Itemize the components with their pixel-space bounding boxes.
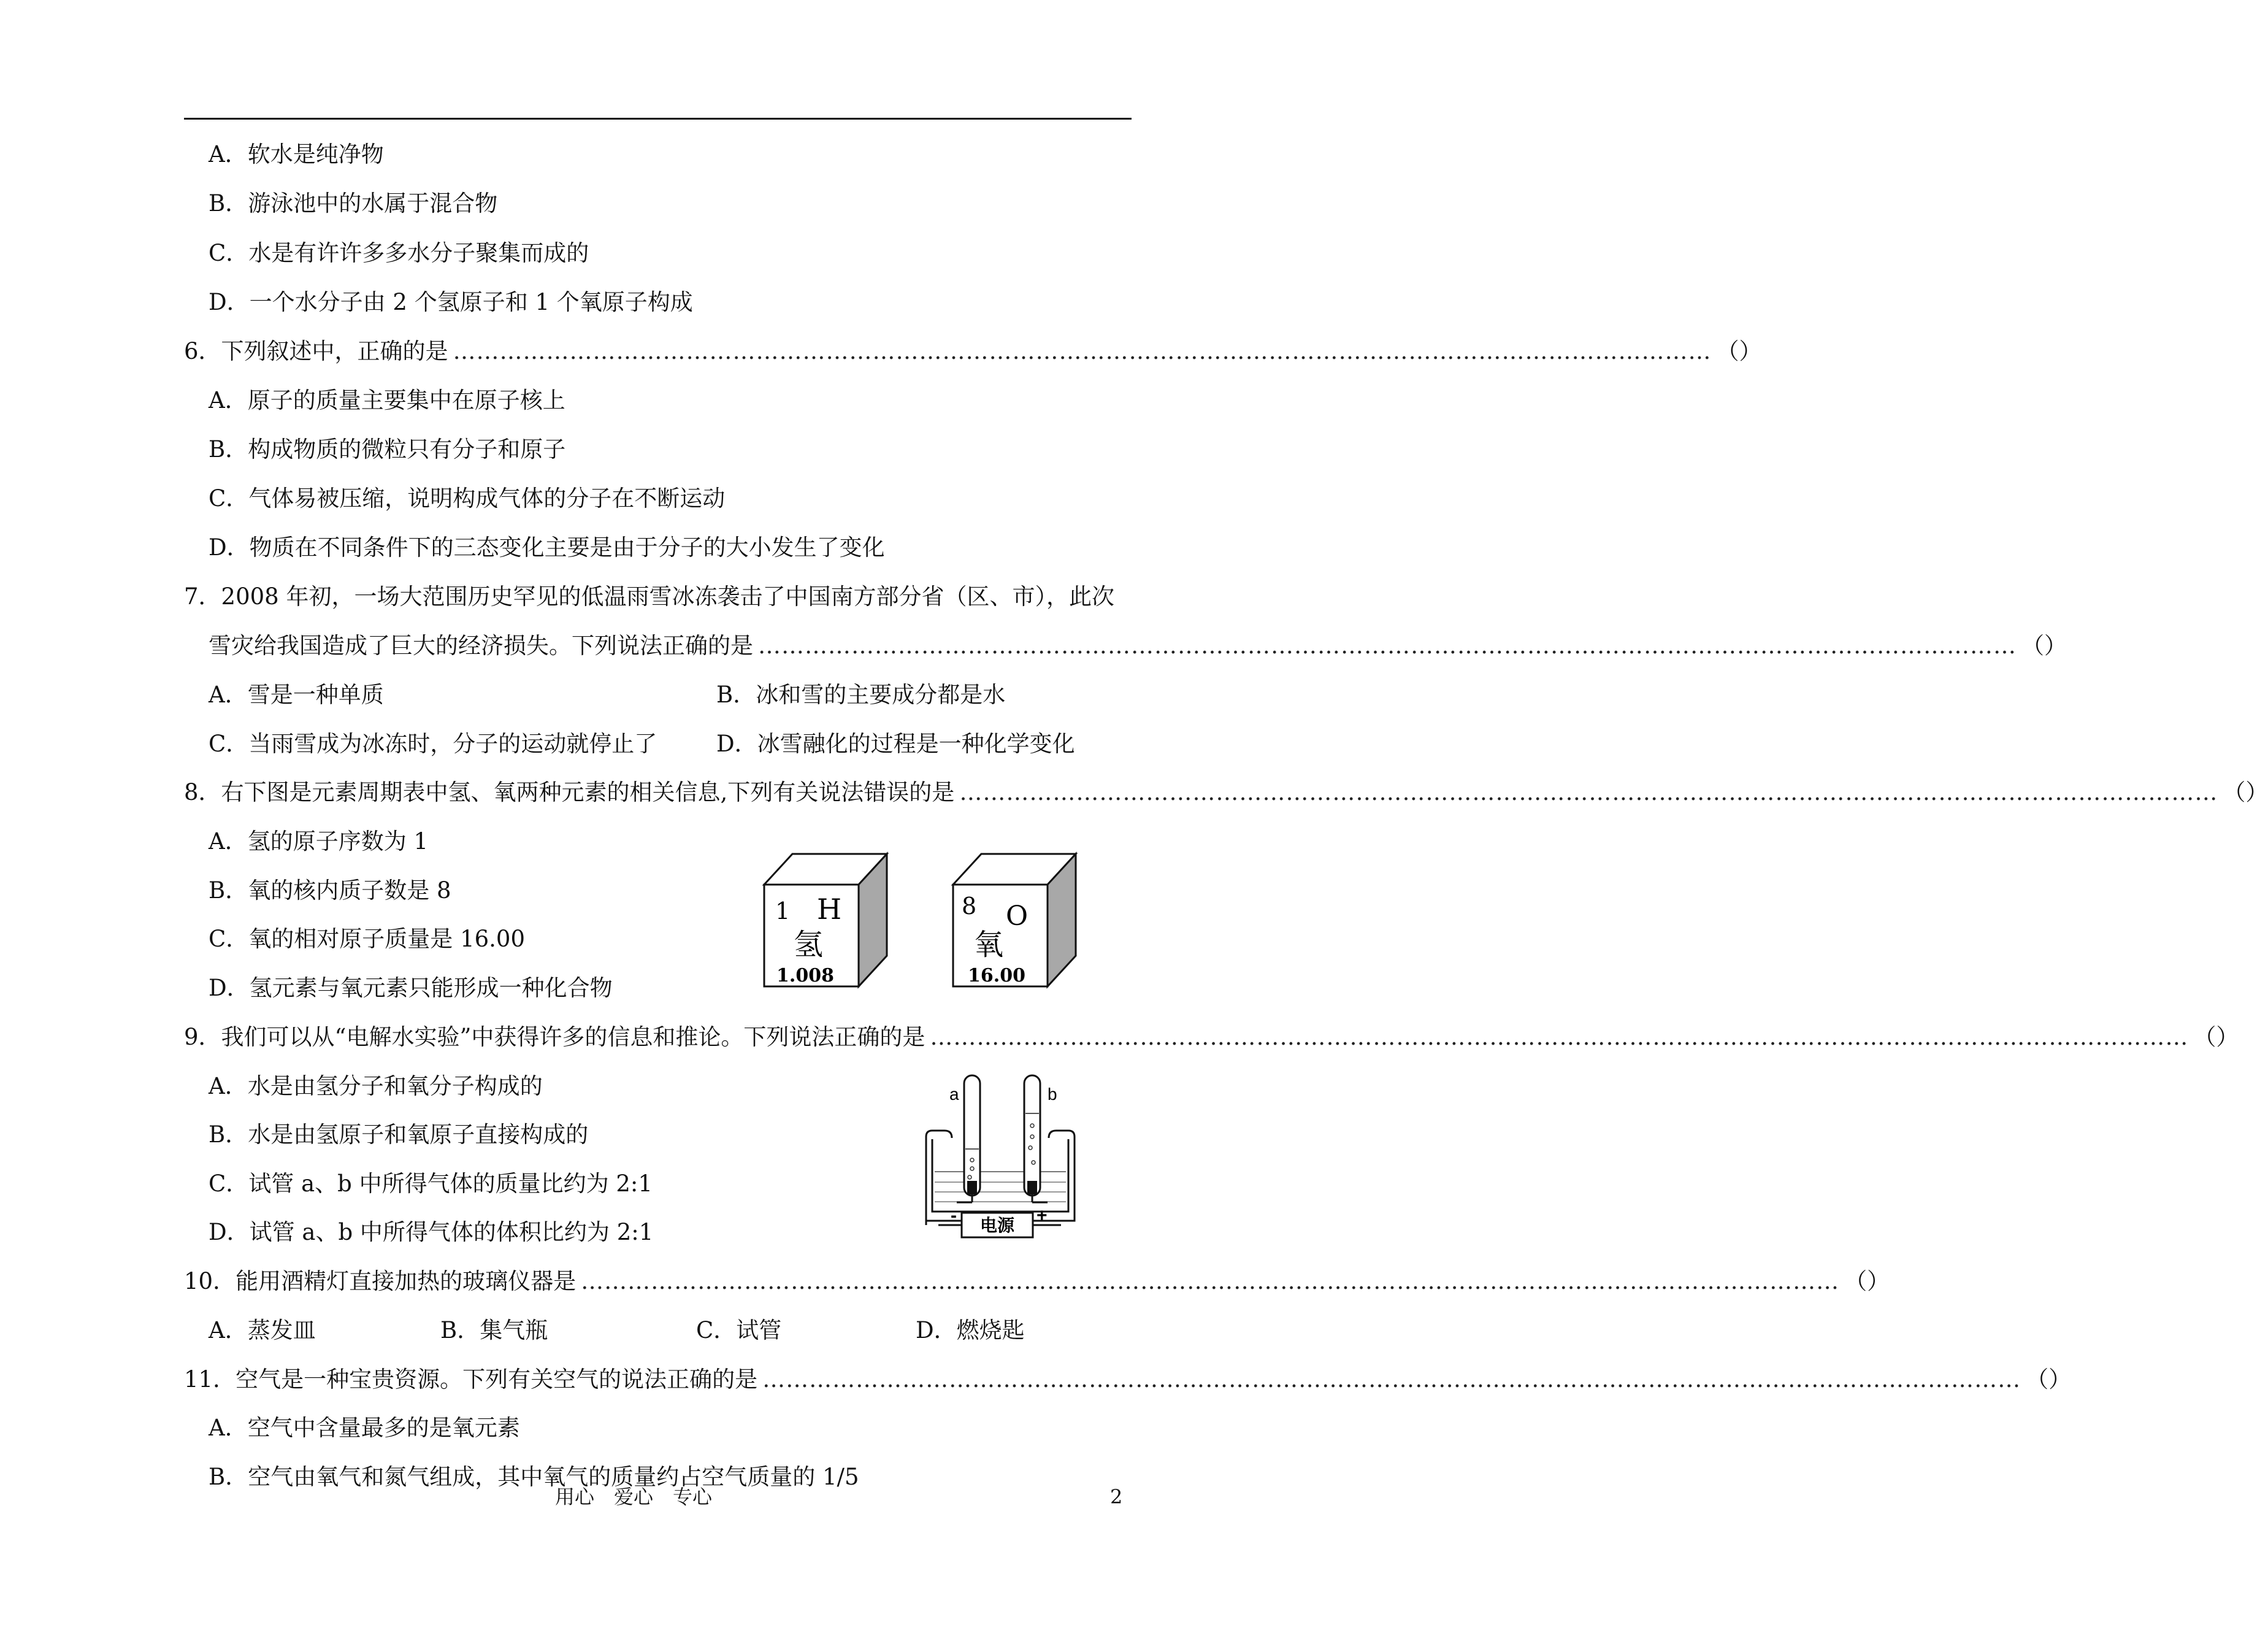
q10-stem (184, 1267, 1890, 1296)
q6-stem-text: 6．下列叙述中，正确的是 (184, 338, 448, 364)
answer-paren: （ ） (1844, 1268, 1890, 1294)
q5-option-d: D．一个水分子由 2 个氢原子和 1 个氧原子构成 (209, 289, 693, 315)
element-symbol: O (1006, 901, 1029, 932)
q7-stem-line1: 7．2008 年初，一场大范围历史罕见的低温雨雪冰冻袭击了中国南方部分省（区、市），此次 (184, 583, 1114, 610)
q9-stem (184, 1023, 2239, 1052)
q5-option-a: A．软水是纯净物 (209, 141, 384, 167)
q6-option-a: A．原子的质量主要集中在原子核上 (209, 387, 565, 413)
q8-option-b: B．氧的核内质子数是 8 (209, 877, 451, 904)
q7-option-c: C．当雨雪成为冰冻时，分子的运动就停止了 (209, 731, 657, 757)
q8-stem-text: 8．右下图是元素周期表中氢、氧两种元素的相关信息,下列有关说法错误的是 (184, 779, 955, 805)
q7-stem-line2 (209, 631, 2067, 661)
minus-terminal: - (951, 1205, 957, 1226)
answer-paren: （ ） (2026, 1366, 2072, 1393)
header-rule (184, 118, 1132, 120)
answer-paren: （ ） (2193, 1024, 2239, 1050)
plus-terminal: + (1036, 1205, 1048, 1226)
q7-option-b: B．冰和雪的主要成分都是水 (716, 682, 1006, 708)
tube-b-label: b (1048, 1085, 1057, 1104)
q10-stem-text: 10．能用酒精灯直接加热的玻璃仪器是 (184, 1268, 577, 1294)
answer-paren: （ ） (2223, 779, 2268, 805)
oxygen-element-cube (949, 853, 1090, 991)
q7-stem-text: 雪灾给我国造成了巨大的经济损失。下列说法正确的是 (209, 632, 753, 659)
q11-option-a: A．空气中含量最多的是氧元素 (209, 1415, 520, 1441)
q6-option-d: D．物质在不同条件下的三态变化主要是由于分子的大小发生了变化 (209, 534, 885, 561)
q10-option-d: D．燃烧匙 (916, 1317, 1025, 1343)
leader-dots: ……………………………………………………………………………………………………………………………………………… (758, 632, 2017, 659)
element-mass: 16.00 (968, 965, 1025, 986)
q8-option-c: C．氧的相对原子质量是 16.00 (209, 926, 525, 952)
leader-dots: ……………………………………………………………………………………………………………………………………………… (453, 338, 1712, 364)
q7-option-a: A．雪是一种单质 (209, 682, 384, 708)
hydrogen-element-cube (760, 853, 902, 991)
leader-dots: ……………………………………………………………………………………………………………………………………………… (581, 1268, 1840, 1294)
q8-option-d: D．氢元素与氧元素只能形成一种化合物 (209, 975, 613, 1001)
q8-option-a: A．氢的原子序数为 1 (209, 828, 429, 855)
q6-option-c: C．气体易被压缩，说明构成气体的分子在不断运动 (209, 485, 726, 512)
page-number: 2 (1110, 1485, 1123, 1508)
answer-paren: （ ） (2021, 632, 2067, 659)
answer-paren: （ ） (1716, 338, 1762, 364)
q8-stem (184, 778, 2268, 807)
leader-dots: ……………………………………………………………………………………………………………………………………………… (930, 1024, 2189, 1050)
q6-option-b: B．构成物质的微粒只有分子和原子 (209, 436, 566, 463)
q5-option-c: C．水是有许许多多水分子聚集而成的 (209, 240, 589, 266)
q10-option-c: C．试管 (696, 1317, 782, 1343)
q9-option-b: B．水是由氢原子和氧原子直接构成的 (209, 1121, 589, 1148)
element-name: 氢 (794, 928, 824, 962)
q9-stem-text: 9．我们可以从“电解水实验”中获得许多的信息和推论。下列说法正确的是 (184, 1024, 925, 1050)
tube-a-label: a (949, 1085, 959, 1104)
q9-option-d: D．试管 a、b 中所得气体的体积比约为 2:1 (209, 1219, 654, 1245)
element-mass: 1.008 (776, 965, 834, 986)
q11-stem (184, 1365, 2072, 1394)
leader-dots: ……………………………………………………………………………………………………………………………………………… (959, 779, 2218, 805)
q9-option-a: A．水是由氢分子和氧分子构成的 (209, 1073, 543, 1099)
element-name: 氧 (974, 928, 1004, 962)
q11-stem-text: 11．空气是一种宝贵资源。下列有关空气的说法正确的是 (184, 1366, 758, 1393)
q11-option-b: B．空气由氧气和氮气组成，其中氧气的质量约占空气质量的 1/5 (209, 1464, 859, 1490)
q9-option-c: C．试管 a、b 中所得气体的质量比约为 2:1 (209, 1170, 653, 1197)
q10-option-b: B．集气瓶 (440, 1317, 548, 1343)
power-supply-label: 电源 (979, 1216, 1015, 1235)
q10-option-a: A．蒸发皿 (209, 1317, 316, 1343)
element-number: 1 (775, 897, 791, 924)
leader-dots: ……………………………………………………………………………………………………………………………………………… (762, 1366, 2021, 1393)
q7-option-d: D．冰雪融化的过程是一种化学变化 (716, 731, 1075, 757)
element-symbol: H (817, 893, 842, 926)
q6-stem (184, 337, 1762, 366)
electrolysis-apparatus-diagram (920, 1070, 1104, 1242)
q5-option-b: B．游泳池中的水属于混合物 (209, 190, 498, 217)
footer-motto: 用心 爱心 专心 (555, 1485, 713, 1508)
element-number: 8 (962, 893, 977, 920)
